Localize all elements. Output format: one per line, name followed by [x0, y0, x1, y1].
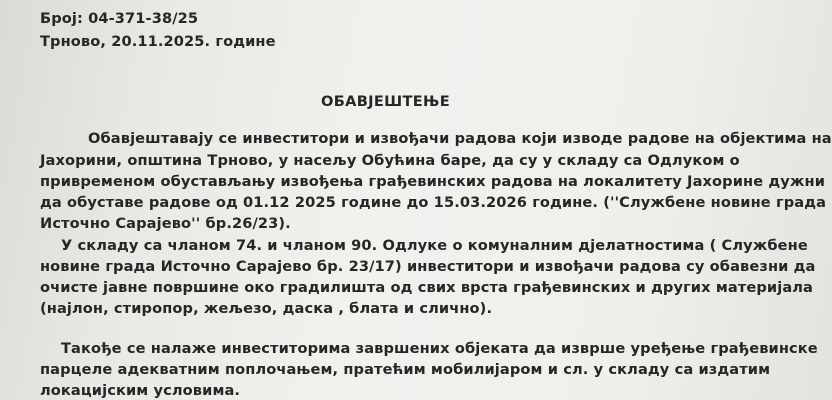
paragraph1-line: Источно Сарајево'' бр.26/23). [40, 215, 291, 232]
paragraph1-line: Обавјештавају се инвеститори и извођачи радова који изводе радове на објектима на [88, 130, 832, 147]
place-and-date: Трново, 20.11.2025. године [40, 33, 276, 50]
paragraph3-line: Такође се налаже инвеститорима завршених објеката да изврше уређење грађевинске [61, 340, 818, 357]
paragraph2-line: У складу са чланом 74. и чланом 90. Одлуке о комуналним дјелатностима ( Службене [61, 237, 808, 254]
paragraph2-line: очисте јавне површине око градилишта од свих врста грађевинских и других материјала [40, 279, 814, 296]
notice-title: ОБАВЈЕШТЕЊЕ [321, 93, 451, 110]
paragraph2-line: (најлон, стиропор, жељезо, даска , блата и слично). [40, 300, 493, 317]
document-number: Број: 04-371-38/25 [40, 10, 199, 27]
paragraph1-line: да обуставе радове од 01.12 2025 године до 15.03.2026 године. (''Службене новине града [40, 194, 827, 211]
paragraph1-line: Јахорини, општина Трново, у насељу Обућина баре, да су у складу са Одлуком о [40, 152, 740, 169]
paragraph3-line: парцеле адекватним поплочањем, пратећим мобилијаром и сл. у складу са издатим [40, 361, 771, 378]
paragraph3-line: локацијским условима. [40, 382, 241, 399]
paragraph1-line: привременом обустављању извођења грађевинских радова на локалитету Јахорине дужни [40, 173, 826, 190]
paragraph2-line: новине града Источно Сарајево бр. 23/17) инвеститори и извођачи радова су обавезни да [40, 258, 816, 275]
